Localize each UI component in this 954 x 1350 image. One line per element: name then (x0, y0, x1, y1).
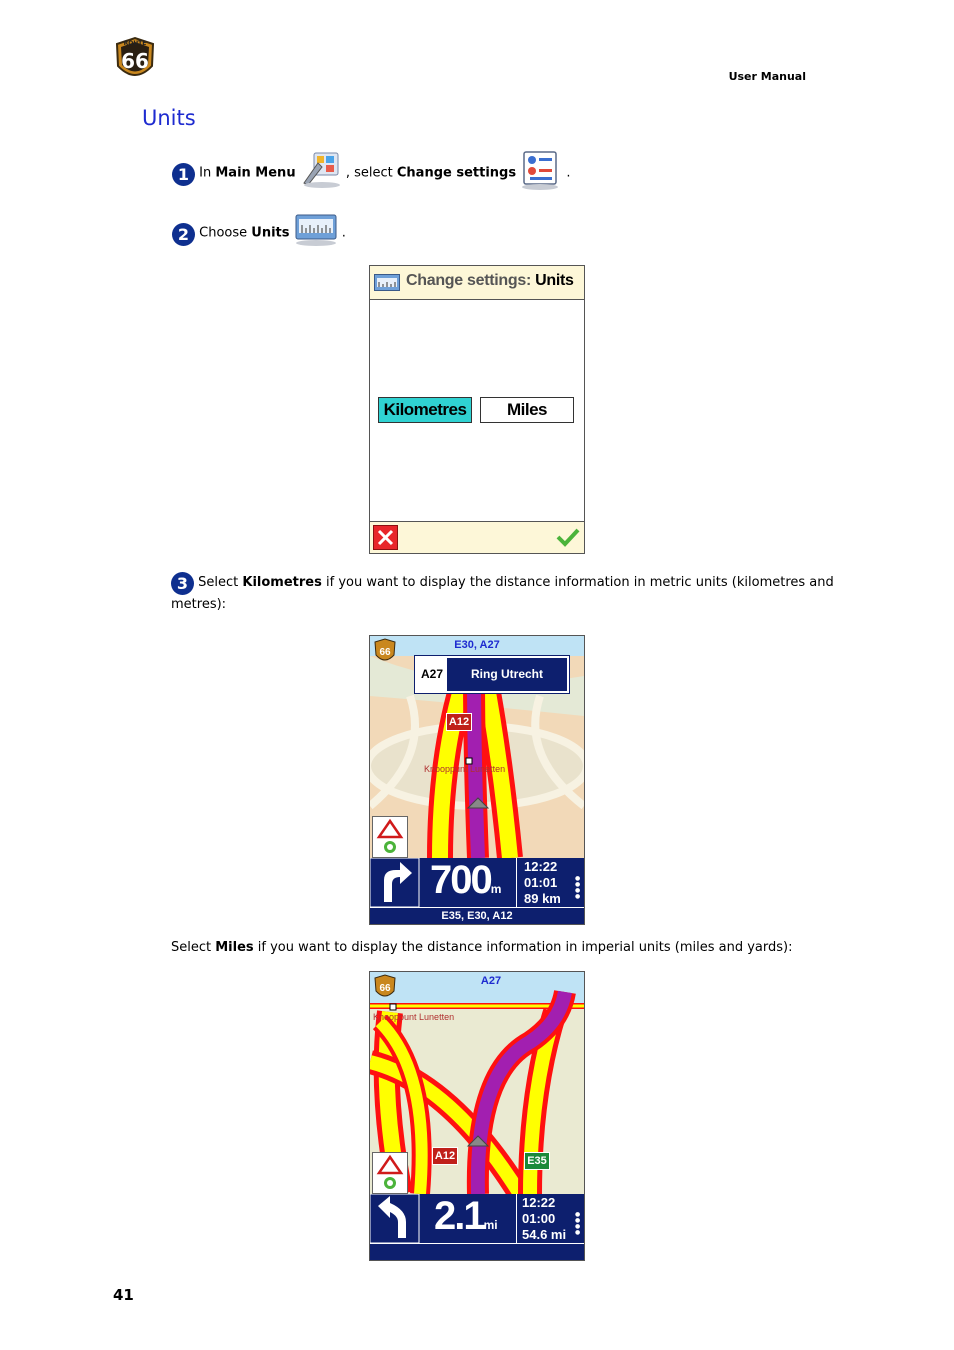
top-road-label: A27 (480, 975, 502, 987)
step-text: , select (345, 165, 397, 181)
road-sign-code: A27 (417, 658, 447, 691)
step-text: Choose (199, 225, 252, 241)
title-prefix: Change settings: (406, 272, 531, 289)
road-sign-name: Ring Utrecht (471, 667, 543, 681)
step-2 (172, 213, 346, 253)
paragraph-text: Select (171, 940, 216, 955)
section-title: Units (142, 106, 196, 130)
step-text: In (199, 165, 216, 181)
step-number: 2 (172, 223, 195, 246)
step-text: . (566, 165, 571, 181)
svg-text:66: 66 (379, 647, 391, 658)
keep-left-arrow-icon (370, 1194, 420, 1243)
remaining-time: 01:00 (522, 1211, 556, 1226)
change-settings-label: Change settings (396, 165, 517, 181)
step-number: 3 (171, 572, 194, 595)
trip-info (524, 859, 561, 907)
step-number: 1 (172, 163, 195, 186)
distance-unit: mi (483, 1218, 498, 1232)
step-1 (172, 150, 571, 196)
map-km-screenshot (369, 635, 585, 925)
miles-label: Miles (215, 940, 254, 955)
step-text: . (341, 225, 346, 241)
signal-indicator: ● ● ● ● (575, 875, 581, 900)
bottom-road-label: E35, E30, A12 (370, 907, 584, 925)
remaining-time: 01:01 (524, 875, 558, 890)
units-ruler-icon (374, 274, 400, 291)
navigation-bar (370, 858, 584, 924)
distance-value (430, 858, 501, 903)
trip-info (522, 1195, 566, 1243)
clock-time: 12:22 (522, 1195, 556, 1210)
distance-value (434, 1194, 498, 1239)
road-shield-a12: A12 (446, 713, 472, 731)
paragraph-text: if you want to display the distance information in imperial units (miles and yards): (253, 940, 793, 955)
remaining-distance: 54.6 mi (522, 1227, 567, 1242)
bottom-road-bar (370, 1243, 584, 1261)
main-menu-label: Main Menu (215, 165, 296, 181)
distance-unit: m (490, 882, 502, 896)
miles-paragraph (171, 938, 841, 958)
road-shield-e35: E35 (524, 1152, 550, 1170)
miles-option[interactable]: Miles (480, 397, 574, 423)
navigation-bar (370, 1194, 584, 1260)
poi-label: Knooppunt Lunetten (424, 764, 506, 774)
logo-number: 66 (121, 49, 149, 73)
side-indicator-box (372, 1152, 408, 1194)
svg-text:66: 66 (379, 983, 391, 994)
signal-indicator: ● ● ● ● (575, 1211, 581, 1236)
step-3 (171, 572, 841, 615)
main-menu-icon (300, 151, 342, 195)
remaining-distance: 89 km (524, 891, 561, 906)
turn-right-arrow-icon (370, 858, 420, 907)
road-sign (415, 656, 569, 693)
distance-number: 2.1 (434, 1194, 484, 1238)
step-text: Select (198, 575, 243, 590)
settings-title-bar (370, 266, 584, 300)
logo-top-text: ROUTE (123, 40, 147, 47)
units-label: Units (251, 225, 290, 241)
distance-number: 700 (430, 858, 491, 902)
poi-label: Knooppunt Lunetten (373, 1012, 455, 1022)
units-ruler-icon (294, 213, 338, 253)
cancel-icon[interactable] (373, 525, 398, 550)
settings-bottom-bar (370, 521, 584, 553)
clock-time: 12:22 (524, 859, 558, 874)
page-number: 41 (113, 1286, 134, 1304)
top-road-label: E30, A27 (454, 639, 500, 651)
side-indicator-box (372, 816, 408, 858)
kilometres-label: Kilometres (242, 575, 322, 590)
header-label: User Manual (728, 70, 806, 83)
settings-screenshot (369, 265, 585, 554)
confirm-check-icon[interactable] (556, 527, 580, 547)
route66-logo (112, 36, 158, 82)
road-shield-a12: A12 (432, 1147, 458, 1165)
map-mi-screenshot (369, 971, 585, 1261)
warning-sign-icon (373, 817, 407, 857)
settings-title (406, 272, 574, 290)
kilometres-option[interactable]: Kilometres (378, 397, 472, 423)
title-suffix: Units (535, 272, 574, 289)
step-text: if you want to display the distance information in metric units (kilometres and metres): (171, 575, 834, 612)
change-settings-icon (520, 150, 562, 196)
warning-sign-icon (373, 1153, 407, 1193)
